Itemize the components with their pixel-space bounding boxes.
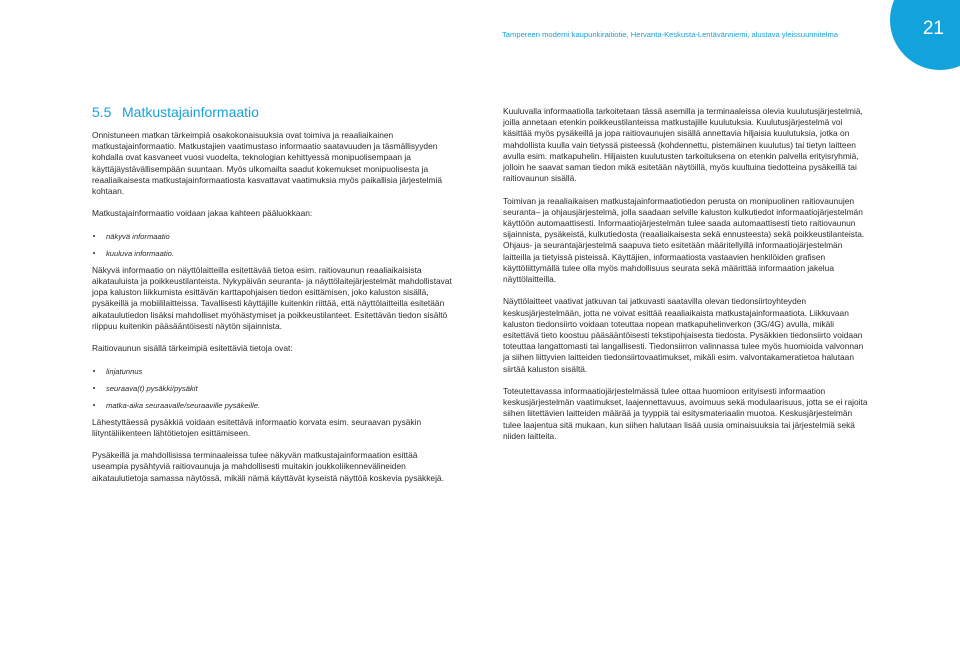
section-title-text: Matkustajainformaatio (122, 104, 259, 120)
bullet-list (92, 231, 455, 259)
paragraph: Kuuluvalla informaatiolla tarkoitetaan tässä asemilla ja terminaaleissa olevia kuulutusjärjestelmiä, joilla annetaan etenkin poikkeustilanteissa matkustajille kuulutuksia. Kuulutusjärjestelmä voi käsittää myös pysäkeillä ja jopa raitiovaunujen sisällä annettavia hiljaisia kuulutuksia, jotka on mahdollista kuulla vain tietyssä pisteessä (kohdennettu, pistemäinen kuulutus) tai tietyn laitteen avulla esim. matkapuhelin. Hiljaisten kuulutusten tarkoituksena on etenkin palvella erityisryhmiä, jolloin he saavat saman tiedon mikä esitetään näytöillä, myös kuultuina tiedotteina pysäkeillä tai raitiovaunun sisällä. (503, 106, 863, 184)
paragraph: Toteutettavassa informaatiojärjestelmässä tulee ottaa huomioon erityisesti informaation keskusjärjestelmän vaatimukset, laajennettavuus, avoimuus sekä modulaarisuus, jotta se ei rajoita siihen liitettävien laitteiden määrää ja tyyppiä tai esitysmateriaalin muotoa. Keskusjärjestelmän tulee laajentua sitä mukaan, kun siihen halutaan lisää uusia ominaisuuksia tai järjestelmiä sekä niiden laitteita. (503, 386, 868, 441)
paragraph: Pysäkeillä ja mahdollisissa terminaaleissa tulee näkyvän matkustajainformaation esittää useampia pysähtyviä raitiovaunuja ja mahdollisesti muitakin joukkoliikennevälineiden aikataulutietoja samassa näytössä, mikäli nämä käyttävät kyseistä näyttöä koskevia pysäkkejä. (92, 450, 444, 483)
list-item: seuraava(t) pysäkki/pysäkit (92, 383, 455, 394)
right-column (503, 106, 870, 453)
list-item: linjatunnus (92, 366, 455, 377)
list-item: kuuluva informaatio. (92, 248, 455, 259)
page-number: 21 (922, 18, 944, 39)
paragraph: Raitiovaunun sisällä tärkeimpiä esitettäviä tietoja ovat: (92, 343, 293, 354)
paragraph: Matkustajainformaatio voidaan jakaa kahteen pääluokkaan: (92, 208, 313, 219)
paragraph: Onnistuneen matkan tärkeimpiä osakokonaisuuksia ovat toimiva ja reaaliaikainen matkustajainformaatio. Matkustajien vaatimustaso informaatio saatavuuden ja täsmällisyyden kohdalla ovat kasvaneet vuosi vuodelta, teknologian kehittyessä monipuolisempaan ja käyttäjäystävällisempään suuntaan. Myös ulkomailta saadut kokemukset monipuolisesta ja reaaliaikaisesta matkustajainformaatiosta kasvattavat vaatimuksia myös paikallisia järjestelmiä kohtaan. (92, 130, 443, 197)
list-item: matka-aika seuraavalle/seuraaville pysäkeille. (92, 400, 455, 411)
paragraph: Toimivan ja reaaliaikaisen matkustajainformaatiotiedon perusta on monipuolinen raitiovaunujen seuranta– ja ohjausjärjestelmä, jolla saadaan selville kaluston kulkutiedot informaatiojärjestelmän käyttöön automaattisesti. Informaatiojärjestelmän tulee saada automaattisesti tieto raitiovaunun sijainnista, pysäkeistä, kulkutiedosta (reaaliaikaisesta sekä ennusteesta) sekä poikkeustilanteista. Ohjaus- ja seurantajärjestelmä saapuva tieto esitetään määritellyillä informaatiojärjestelmän laitteilla ja tietyissä pisteissä. Käyttäjien, informaatiosta vastaavien henkilöiden grafisen käyttöliittymällä tulee olla myös mahdollisuus seurata sekä määrittää informaation jakelua näyttölaitteilla. (503, 195, 865, 285)
paragraph: Näyttölaitteet vaativat jatkuvan tai jatkuvasti saatavilla olevan tiedonsiirtoyhteyden keskusjärjestelmään, jotta ne voivat esittää reaaliaikaista matkustajainformaatiota. Liikkuvaan kaluston tiedonsiirto voidaan toteuttaa nopean matkapuhelinverkon (3G/4G) avulla, mikäli esitettävä tieto koostuu pääsääntöisesti tekstipohjaisesta tiedosta. Pysäkkien tiedonsiirto voidaan toteuttaa langattomasti tai langallisesti. Tiedonsiirron valinnassa tulee myös huomioida valvonnan ja siihen liittyvien laitteiden tiedonsiirtovaatimukset, mikäli esim. valvontakameratietoa halutaan siirtää kaluston sisältä. (503, 296, 864, 374)
bullet-list (92, 366, 455, 411)
list-item: näkyvä informaatio (92, 231, 455, 242)
running-header: Tampereen moderni kaupunkiraitiotie, Hervanta-Keskusta-Lentävänniemi, alustava yleissuunnitelma (502, 30, 838, 39)
paragraph: Lähestyttäessä pysäkkiä voidaan esitettävä informaatio korvata esim. seuraavan pysäkin liityntäliikenteen lähtötietojen esittämiseen. (92, 416, 422, 438)
section-heading (92, 104, 259, 120)
paragraph: Näkyvä informaatio on näyttölaitteilla esitettävää tietoa esim. raitiovaunun reaaliaikaisista aikatauluista ja poikkeustilanteista. Nykypäivän seuranta- ja näyttölaitejärjestelmät mahdollistavat jopa kaluston liikkumista esittävän karttapohjaisen tiedon esittämisen, joko kaluston sisällä, pysäkeillä ja mobiililaitteissa. Tavallisesti käyttäjille kuitenkin riittää, että näyttölaitteilla esitetään aikataulutiedon lisäksi mahdolliset myöhästymiset ja poikkeustilanteet. Esitettävän tiedon sisältö riippuu kuitenkin pääsääntöisesti näytön sijainnista. (92, 264, 452, 331)
left-column (92, 130, 455, 495)
section-number: 5.5 (92, 104, 112, 120)
